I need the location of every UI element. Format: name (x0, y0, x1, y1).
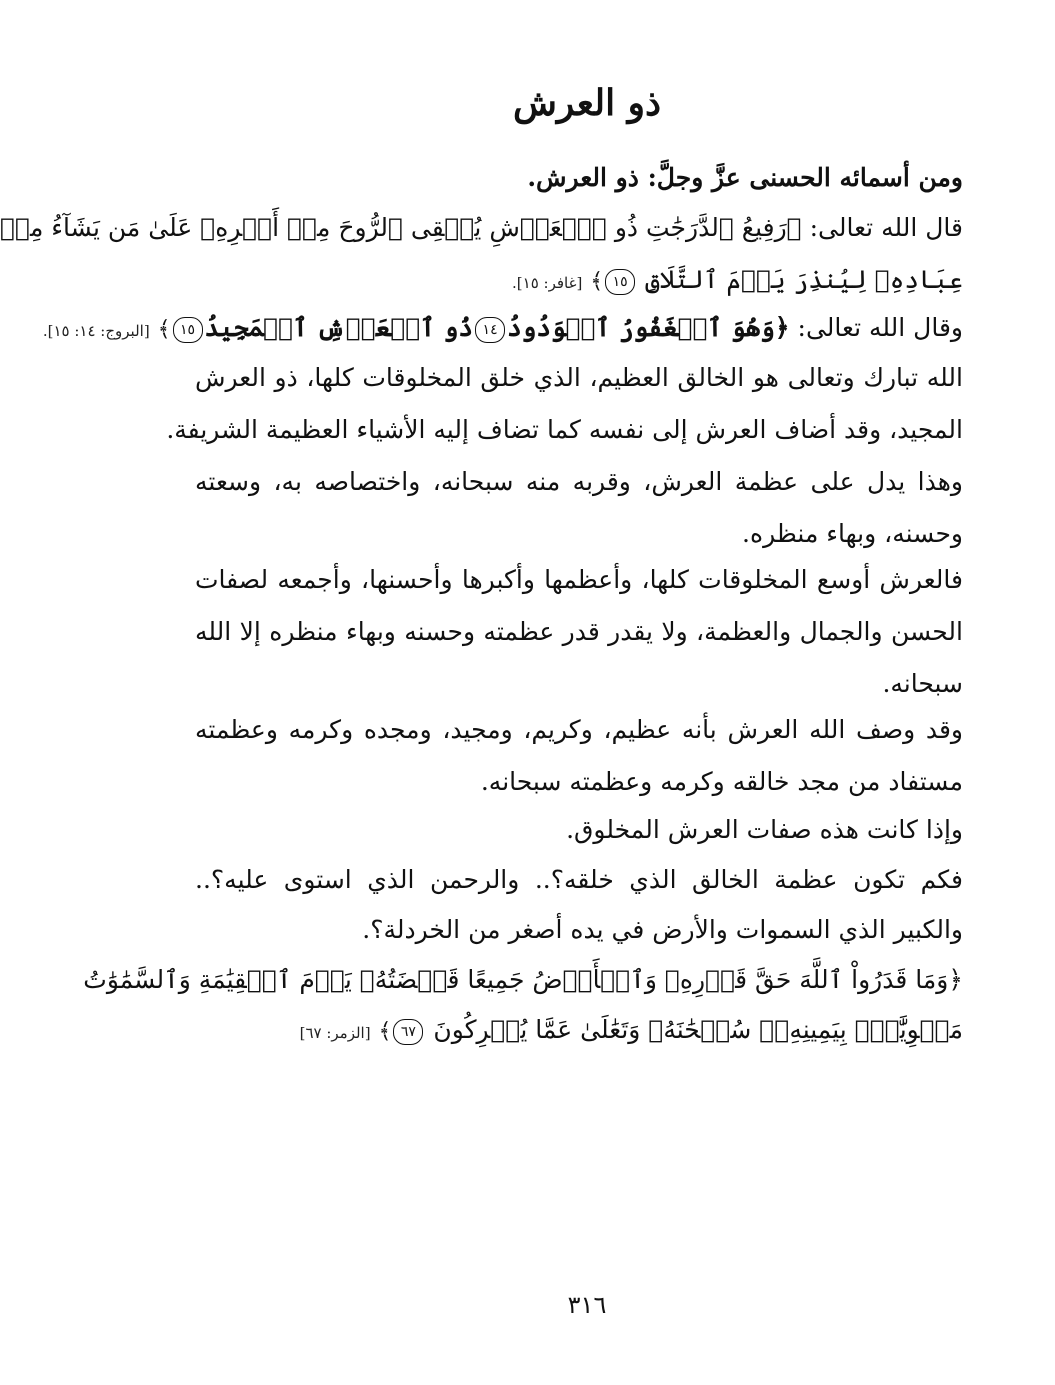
verse-intro: قال الله تعالى: (809, 213, 963, 242)
verse-intro: وقال الله تعالى: (797, 313, 963, 342)
intro-line: ومن أسمائه الحسنى عزَّ وجلَّ: ذو العرش. (527, 163, 963, 192)
body-line: وحسنه، وبهاء منظره. (742, 519, 963, 548)
verse-reference: [غافر: ١٥]. (512, 274, 583, 292)
verse-line-1 (0, 208, 963, 248)
body-line: فالعرش أوسع المخلوقات كلها، وأعظمها وأكبرها وأحسنها، وأجمعه لصفات (195, 565, 963, 594)
body-line: المجيد، وقد أضاف العرش إلى نفسه كما تضاف إليه الأشياء العظيمة الشريفة. (166, 415, 963, 444)
body-line: وإذا كانت هذه صفات العرش المخلوق. (566, 815, 963, 844)
quran-close-bracket: ﴾ (378, 1019, 392, 1044)
quran-text: عِبَادِهِۦ لِيُنذِرَ يَوۡمَ ٱلتَّلَاقِ (645, 265, 963, 294)
verse-reference: [البروج: ١٤: ١٥]. (42, 322, 150, 340)
page-title: ذو العرش (512, 82, 662, 124)
body-line: فكم تكون عظمة الخالق الذي خلقه؟.. والرحمن الذي استوى عليه؟.. (195, 865, 963, 894)
ayah-number: ١٥ (605, 269, 635, 295)
body-line: وهذا يدل على عظمة العرش، وقربه منه سبحانه، واختصاصه به، وسعته (195, 467, 963, 496)
quran-close-bracket: ﴾ (157, 317, 171, 342)
quran-text: مَطۡوِيَّٰتُۢ بِيَمِينِهِۦۚ سُبۡحَٰنَهُۥ وَتَعَٰلَىٰ عَمَّا يُشۡرِكُونَ (433, 1015, 963, 1044)
body-line: والكبير الذي السموات والأرض في يده أصغر من الخردلة؟. (362, 915, 963, 944)
body-line: الله تبارك وتعالى هو الخالق العظيم، الذي خلق المخلوقات كلها، ذو العرش (195, 363, 963, 392)
verse-line-5 (195, 1010, 963, 1053)
quran-text: ذُو ٱلۡعَرۡشِ ٱلۡمَجِيدُ (204, 313, 474, 342)
body-line: وقد وصف الله العرش بأنه عظيم، وكريم، ومجيد، ومجده وكرمه وعظمته (195, 715, 963, 744)
quran-text: ﴿وَهُوَ ٱلۡغَفُورُ ٱلۡوَدُودُ (507, 313, 790, 342)
body-line: سبحانه. (882, 669, 963, 698)
ayah-number: ٦٧ (393, 1019, 423, 1045)
quran-close-bracket: ﴾ (590, 269, 604, 294)
body-line: الحسن والجمال والعظمة، ولا يقدر قدر عظمته وحسنه وبهاء منظره إلا الله (195, 617, 963, 646)
page-number: ٣١٦ (567, 1291, 607, 1319)
body-line: مستفاد من مجد خالقه وكرمه وعظمته سبحانه. (480, 767, 963, 796)
verse-line-2 (195, 260, 963, 303)
ayah-number: ١٤ (475, 317, 505, 343)
verse-line-3 (42, 308, 963, 351)
quran-text: ﴿رَفِيعُ ٱلدَّرَجَٰتِ ذُو ٱلۡعَرۡشِ يُلۡقِى ٱلرُّوحَ مِنۡ أَمۡرِهِۦ عَلَىٰ مَن يَشَآءُ مِنۡ (0, 213, 802, 242)
ayah-number: ١٥ (173, 317, 203, 343)
verse-reference: [الزمر: ٦٧] (299, 1024, 371, 1042)
verse-line-4: ﴿وَمَا قَدَرُواْ ٱللَّهَ حَقَّ قَدۡرِهِۦ وَٱلۡأَرۡضُ جَمِيعًا قَبۡضَتُهُۥ يَوۡمَ ٱلۡقِيَٰمَةِ وَٱلسَّمَٰوَٰتُ (83, 965, 963, 994)
